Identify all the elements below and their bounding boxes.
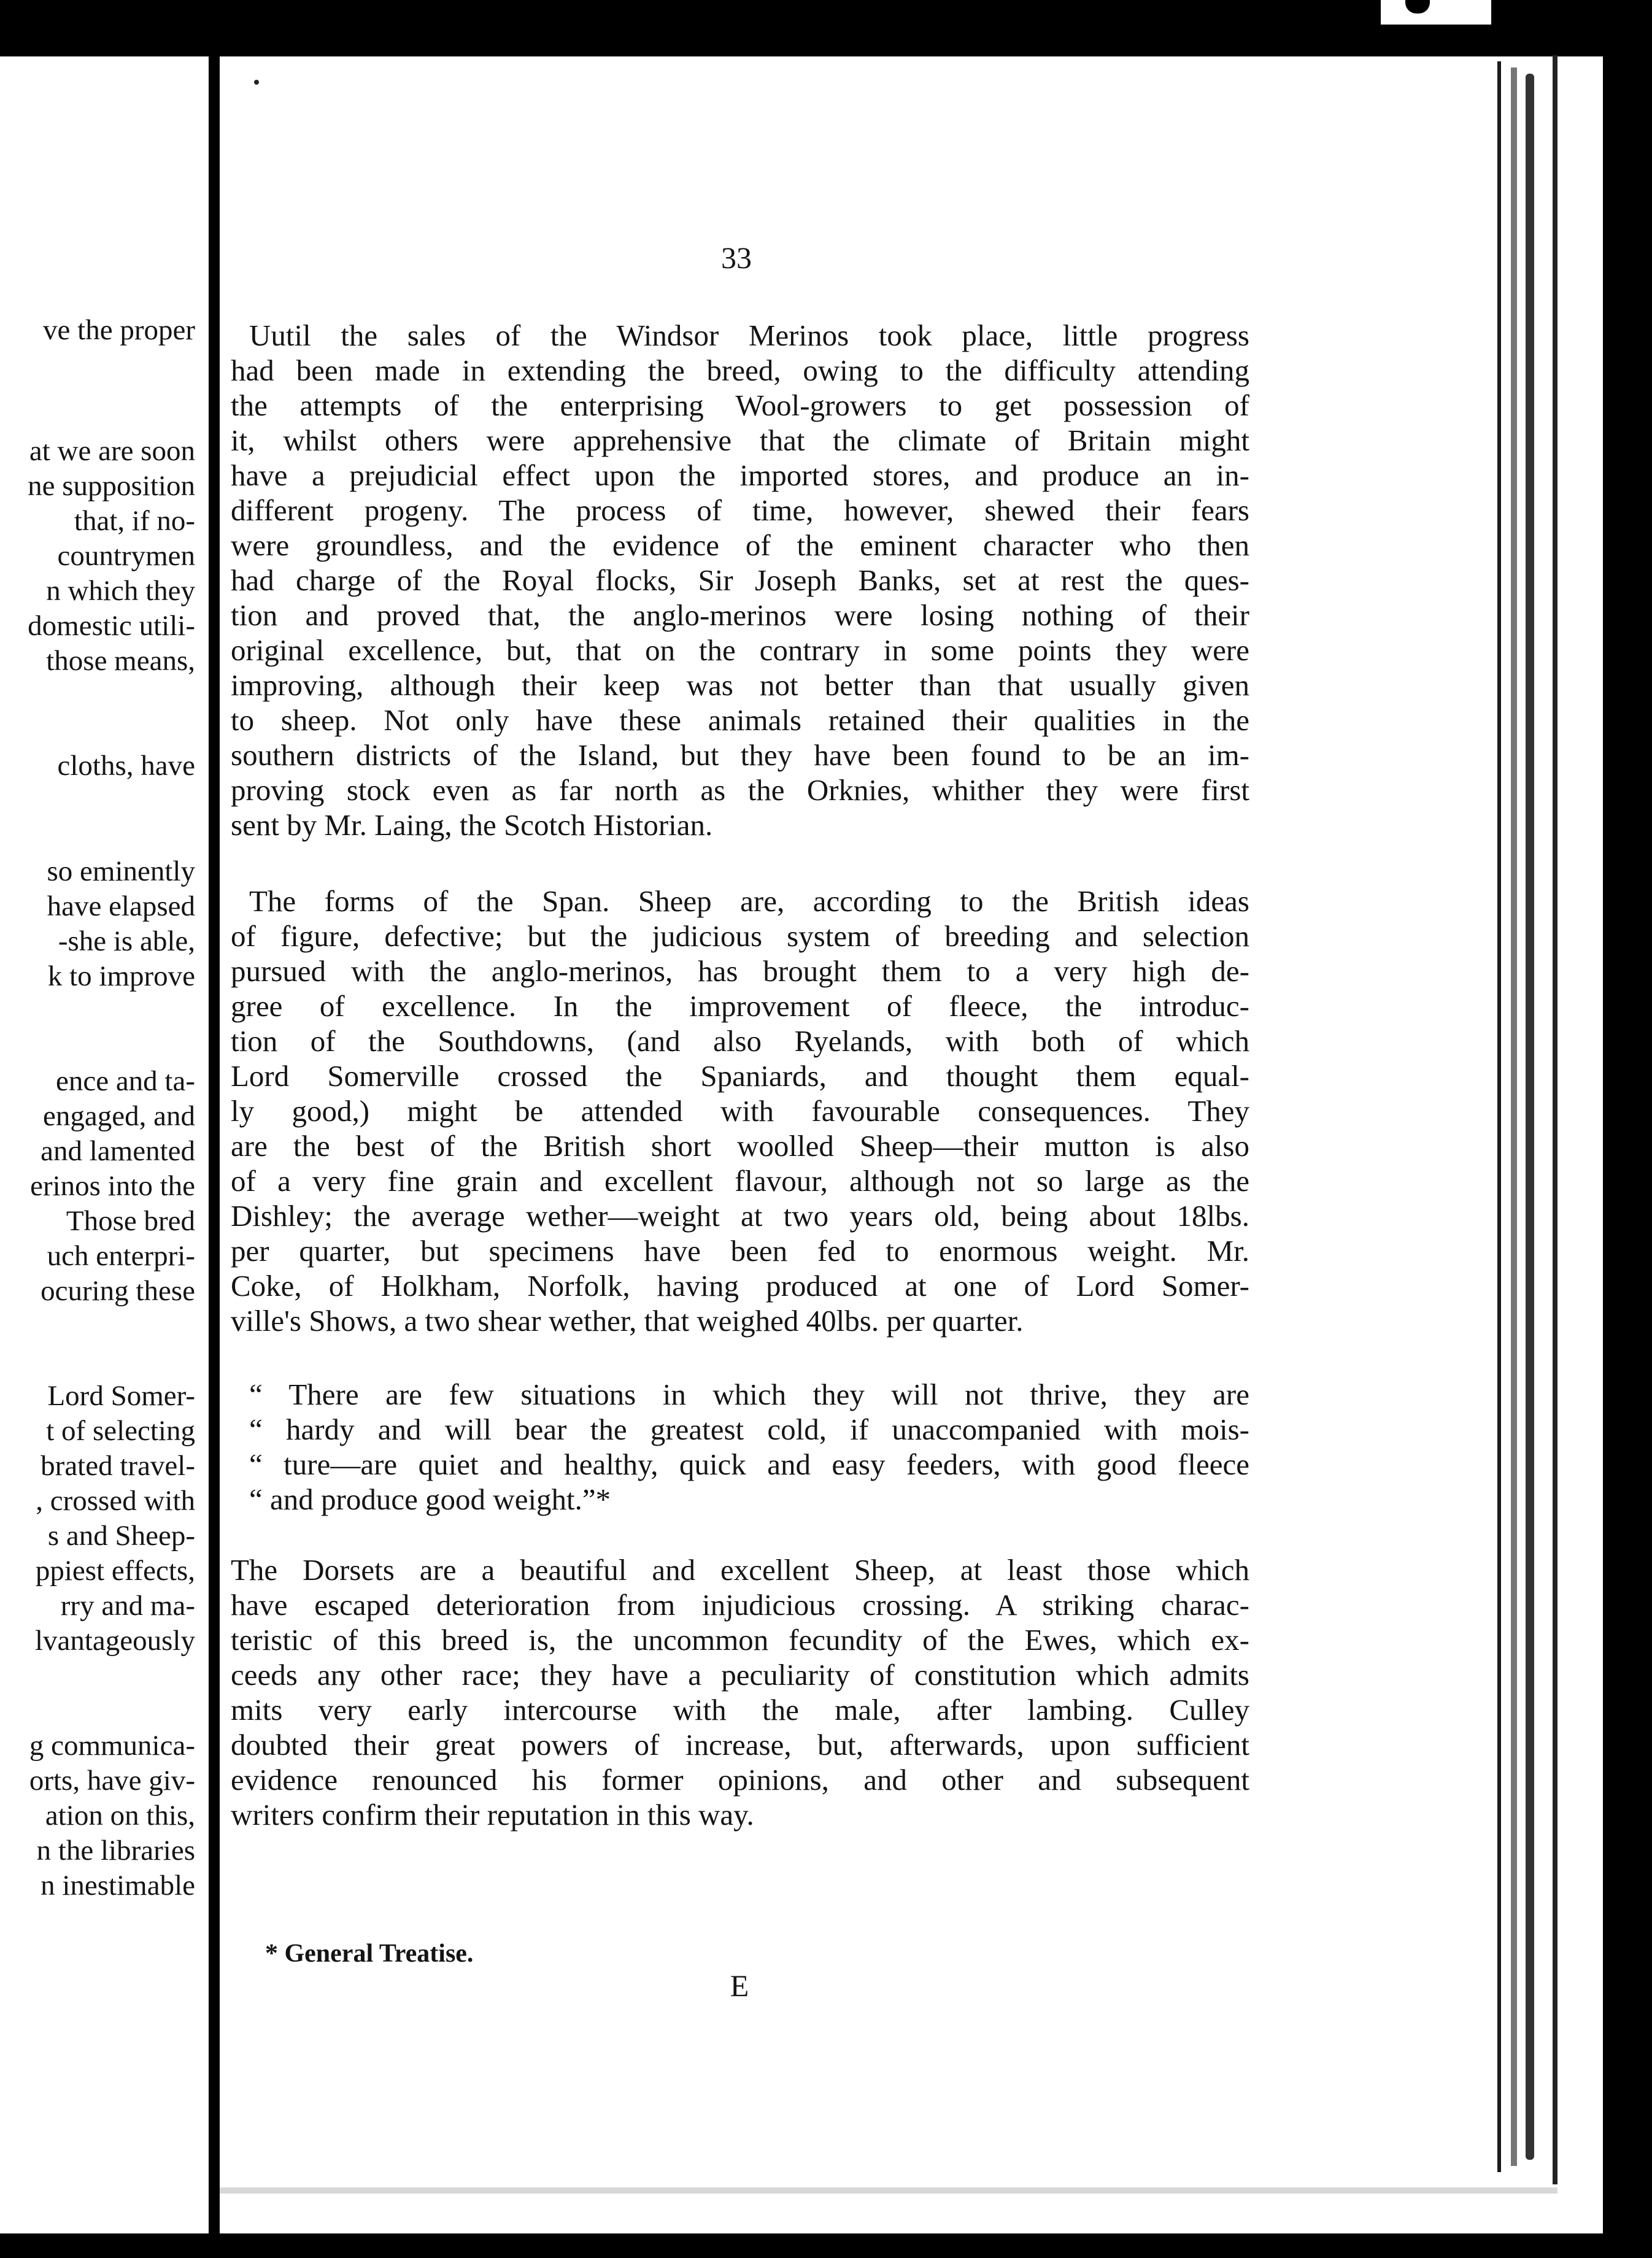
prev-page-line: t of selecting (46, 1415, 195, 1447)
text-line: “ and produce good weight.”* (249, 1482, 611, 1516)
prev-page-line: engaged, and (43, 1100, 195, 1132)
footnote: * General Treatise. (265, 1940, 474, 1968)
book-gutter (209, 56, 220, 2233)
page-edge (1526, 74, 1534, 2160)
prev-page-line: Lord Somer- (47, 1380, 195, 1412)
paragraph-quotation (231, 1377, 1249, 1517)
prev-page-line: and lamented (41, 1135, 195, 1167)
prev-page-line: erinos into the (30, 1170, 195, 1202)
text-line: different progeny. The process of time, however, shewed their fears (231, 493, 1249, 527)
text-line: ly good,) might be attended with favourable consequences. They (231, 1094, 1249, 1128)
prev-page-line: ocuring these (41, 1275, 195, 1307)
scan-corner-mark (1381, 0, 1491, 25)
page-number: 33 (721, 241, 752, 275)
text-line: have a prejudicial effect upon the imported stores, and produce an in- (231, 458, 1249, 492)
text-line: have escaped deterioration from injudicious crossing. A striking charac- (231, 1588, 1249, 1622)
text-line: ville's Shows, a two shear wether, that weighed 40lbs. per quarter. (231, 1304, 1024, 1338)
text-line: Uutil the sales of the Windsor Merinos took place, little progress (249, 318, 1249, 352)
text-line: the attempts of the enterprising Wool-growers to get possession of (231, 388, 1249, 422)
paragraph-windsor-merinos (231, 318, 1249, 842)
text-line: gree of excellence. In the improvement of fleece, the introduc- (231, 989, 1249, 1023)
page-bottom-shadow (220, 2187, 1557, 2194)
text-line: tion of the Southdowns, (and also Ryelands, with both of which (231, 1024, 1249, 1058)
text-line: Coke, of Holkham, Norfolk, having produced at one of Lord Somer- (231, 1269, 1249, 1303)
text-line: evidence renounced his former opinions, and other and subsequent (231, 1763, 1249, 1797)
text-line: “ There are few situations in which they will not thrive, they are (249, 1378, 1249, 1411)
previous-page-fragment (0, 56, 209, 2233)
page-edge (1497, 61, 1501, 2172)
text-line: “ hardy and will bear the greatest cold, if unaccompanied with mois- (249, 1412, 1249, 1446)
text-line: sent by Mr. Laing, the Scotch Historian. (231, 808, 713, 842)
paragraph-dorsets (231, 1552, 1249, 1832)
prev-page-line: lvantageously (34, 1625, 195, 1657)
prev-page-line: n inestimable (41, 1870, 195, 1902)
prev-page-line: uch enterpri- (47, 1240, 195, 1272)
scan-border-bottom (0, 2233, 1652, 2258)
prev-page-line: g communica- (29, 1730, 195, 1762)
text-line: proving stock even as far north as the Orknies, whither they were first (231, 773, 1249, 807)
prev-page-line: n which they (46, 575, 195, 607)
text-line: tion and proved that, the anglo-merinos were losing nothing of their (231, 598, 1249, 632)
prev-page-line: those means, (46, 645, 195, 677)
ink-speck (254, 80, 259, 85)
scan-border-right (1603, 0, 1652, 2258)
text-line: southern districts of the Island, but they have been found to be an im- (231, 738, 1249, 772)
prev-page-line: , crossed with (36, 1485, 195, 1517)
prev-page-line: -she is able, (58, 925, 195, 957)
text-line: to sheep. Not only have these animals retained their qualities in the (231, 703, 1249, 737)
prev-page-line: that, if no- (74, 505, 195, 537)
text-line: Lord Somerville crossed the Spaniards, and thought them equal- (231, 1059, 1249, 1093)
text-line: The forms of the Span. Sheep are, according to the British ideas (249, 884, 1249, 918)
prev-page-line: at we are soon (29, 435, 195, 467)
prev-page-line: have elapsed (47, 890, 195, 922)
page-edge (1553, 55, 1557, 2184)
prev-page-line: n the libraries (36, 1835, 195, 1867)
text-line: improving, although their keep was not better than that usually given (231, 668, 1249, 702)
text-line: mits very early intercourse with the male, after lambing. Culley (231, 1693, 1249, 1727)
text-line: of figure, defective; but the judicious system of breeding and selection (231, 919, 1249, 953)
prev-page-line: ve the proper (43, 314, 195, 346)
prev-page-line: countrymen (57, 540, 195, 572)
prev-page-line: domestic utili- (28, 610, 195, 642)
text-line: it, whilst others were apprehensive that the climate of Britain might (231, 423, 1249, 457)
prev-page-line: rry and ma- (60, 1590, 195, 1622)
text-line: Dishley; the average wether—weight at two years old, being about 18lbs. (231, 1199, 1249, 1233)
text-line: “ ture—are quiet and healthy, quick and easy feeders, with good fleece (249, 1447, 1249, 1481)
prev-page-line: ppiest effects, (35, 1555, 195, 1587)
prev-page-line: Those bred (66, 1205, 195, 1237)
text-line: had been made in extending the breed, owing to the difficulty attending (231, 353, 1249, 387)
signature-mark: E (730, 1968, 749, 2003)
prev-page-line: ne supposition (28, 470, 195, 502)
text-line: ceeds any other race; they have a peculiarity of constitution which admits (231, 1658, 1249, 1692)
text-line: were groundless, and the evidence of the eminent character who then (231, 528, 1249, 562)
text-line: The Dorsets are a beautiful and excellent Sheep, at least those which (231, 1553, 1249, 1587)
prev-page-line: s and Sheep- (47, 1520, 195, 1552)
prev-page-line: brated travel- (41, 1450, 195, 1482)
text-line: of a very fine grain and excellent flavour, although not so large as the (231, 1164, 1249, 1198)
paragraph-spanish-sheep (231, 884, 1249, 1338)
text-line: per quarter, but specimens have been fed to enormous weight. Mr. (231, 1234, 1249, 1268)
text-line: writers confirm their reputation in this way. (231, 1798, 754, 1832)
text-line: doubted their great powers of increase, but, afterwards, upon sufficient (231, 1728, 1249, 1762)
text-line: pursued with the anglo-merinos, has brought them to a very high de- (231, 954, 1249, 988)
page-edge (1511, 67, 1517, 2166)
prev-page-line: ence and ta- (55, 1065, 195, 1097)
text-line: are the best of the British short woolled Sheep—their mutton is also (231, 1129, 1249, 1163)
text-line: had charge of the Royal flocks, Sir Joseph Banks, set at rest the ques- (231, 563, 1249, 597)
prev-page-line: k to improve (47, 960, 195, 992)
prev-page-line: so eminently (47, 855, 195, 887)
prev-page-line: ation on this, (45, 1800, 195, 1832)
prev-page-line: cloths, have (57, 750, 195, 782)
text-line: original excellence, but, that on the contrary in some points they were (231, 633, 1249, 667)
text-line: teristic of this breed is, the uncommon fecundity of the Ewes, which ex- (231, 1623, 1249, 1657)
prev-page-line: orts, have giv- (29, 1765, 195, 1797)
